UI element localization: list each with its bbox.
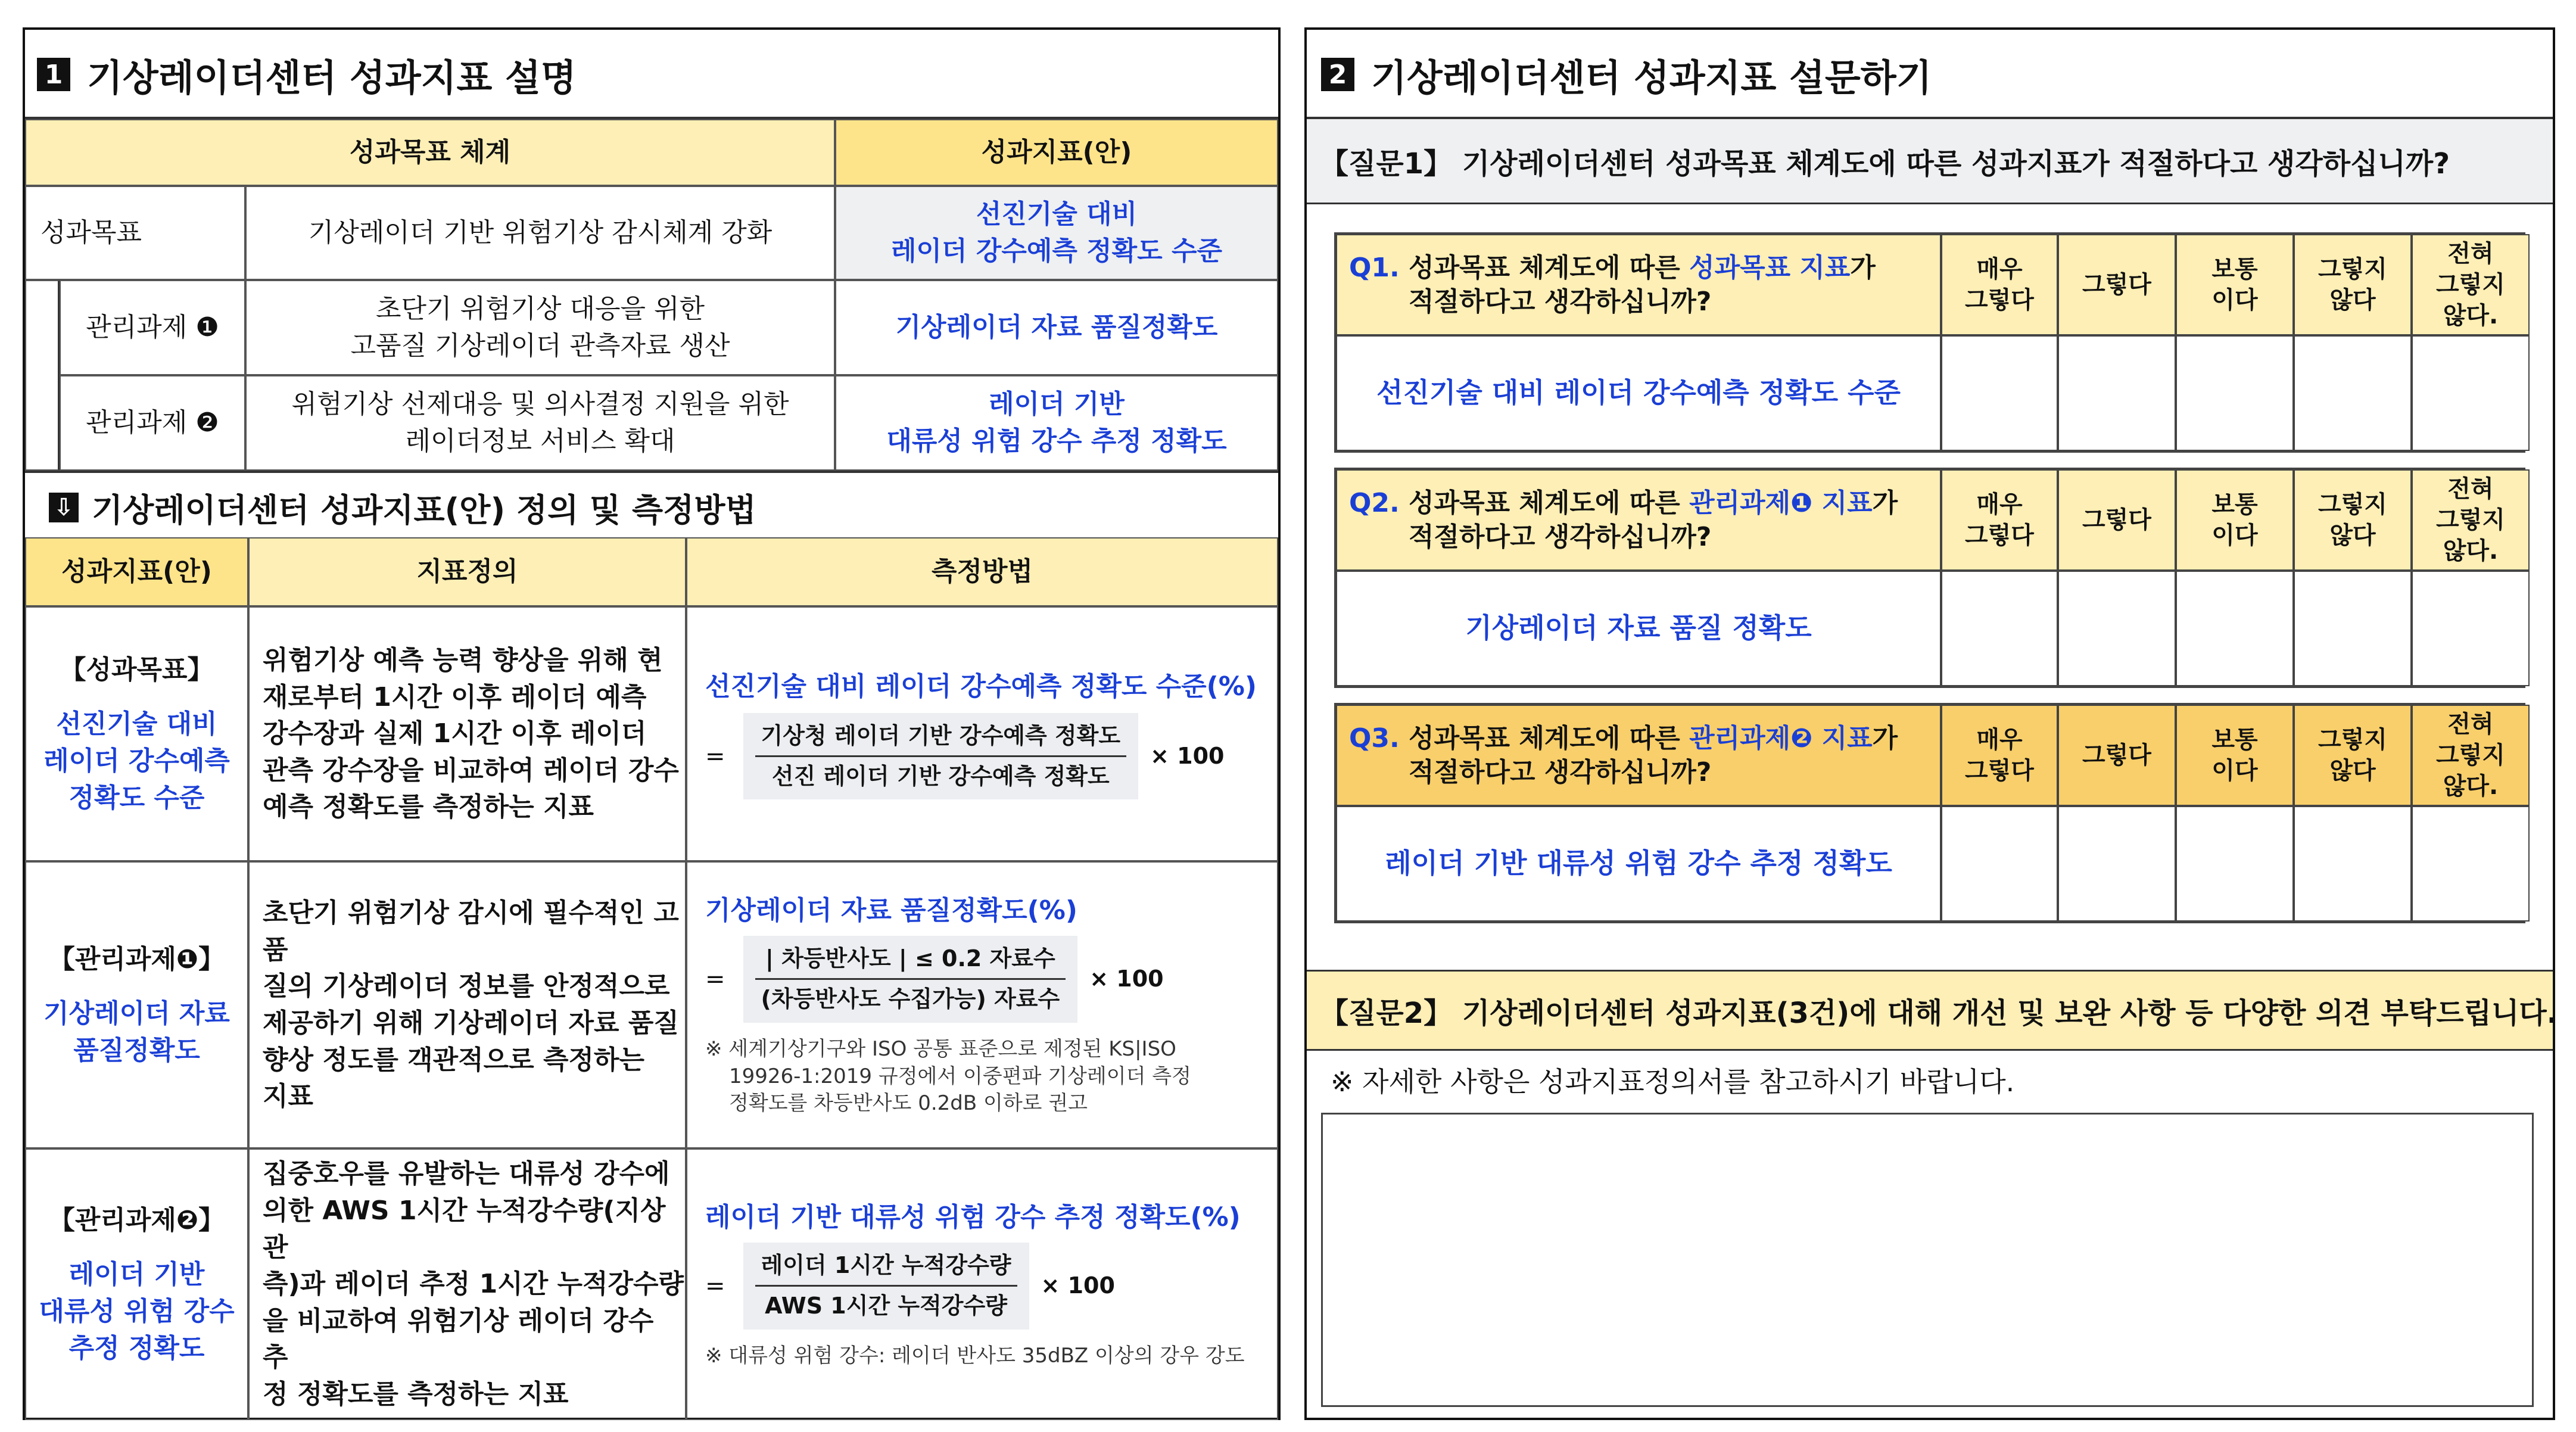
denominator: 선진 레이더 기반 강수예측 정확도 xyxy=(771,763,1110,790)
scale-label-line: 매우 xyxy=(1976,491,2023,518)
scale-label-line: 매우 xyxy=(1976,256,2023,283)
scale-label-line: 보통 xyxy=(2211,491,2258,518)
desc-line: 위험기상 선제대응 및 의사결정 지원을 위한 xyxy=(291,389,789,420)
def3-note xyxy=(705,1343,1245,1370)
def-line: 제공하기 위해 기상레이더 자료 품질 xyxy=(263,1008,679,1038)
multiplier: × 100 xyxy=(1041,1272,1115,1299)
survey-question-q2 xyxy=(1334,468,2525,688)
scale-label-line: 이다 xyxy=(2211,757,2258,785)
question-line2: 적절하다고 생각하십니까? xyxy=(1409,287,1712,317)
opinion-textarea[interactable] xyxy=(1321,1113,2534,1407)
scale-label-line: 않다 xyxy=(2329,287,2376,314)
survey-question-q3 xyxy=(1334,703,2525,923)
scale-label-line: 전혀 xyxy=(2447,475,2494,503)
scale-label-line: 그렇지 xyxy=(2436,271,2505,298)
left-panel xyxy=(23,27,1281,1420)
equals-sign: = xyxy=(705,1272,725,1300)
def-line: 측)과 레이더 추정 1시간 누적강수량 xyxy=(263,1269,684,1300)
scale-header-5 xyxy=(2412,234,2530,335)
def-name-line: 추정 정확도 xyxy=(68,1333,205,1363)
question-highlight: 관리과제❷ 지표 xyxy=(1689,723,1873,754)
rating-option-q1-3[interactable] xyxy=(2176,335,2294,451)
scale-header-4 xyxy=(2294,705,2412,806)
indicator-line: 선진기술 대비 xyxy=(976,199,1138,230)
question-code: Q3. xyxy=(1349,723,1400,754)
scale-header-1 xyxy=(1941,705,2058,806)
def-tag: 【관리과제❷】 xyxy=(48,1204,225,1235)
row-indent xyxy=(25,280,60,471)
numerator: 기상청 레이더 기반 강수예측 정확도 xyxy=(755,717,1127,757)
def-line: 의한 AWS 1시간 누적강수량(지상관 xyxy=(263,1196,666,1263)
def-line: 초단기 위험기상 감시에 필수적인 고품 xyxy=(263,898,679,965)
def-name-line: 레이더 강수예측 xyxy=(43,746,230,776)
formula xyxy=(705,936,1164,1022)
question-post: 가 xyxy=(1872,723,1898,754)
formula-title: 선진기술 대비 레이더 강수예측 정확도 수준(%) xyxy=(705,671,1257,702)
row-indicator-goal xyxy=(835,186,1278,280)
scale-header-2 xyxy=(2058,469,2176,571)
scale-label-line: 않다 xyxy=(2329,757,2376,785)
scale-label-line: 이다 xyxy=(2211,522,2258,549)
question-post: 가 xyxy=(1850,252,1876,283)
rating-option-q1-5[interactable] xyxy=(2412,335,2530,451)
scale-header-5 xyxy=(2412,705,2530,806)
def-name-line: 선진기술 대비 xyxy=(56,709,217,740)
def1-name xyxy=(25,606,248,861)
multiplier: × 100 xyxy=(1089,966,1164,992)
scale-label-line: 그렇다 xyxy=(2082,506,2151,534)
def3-name xyxy=(25,1148,248,1420)
def-line: 지표 xyxy=(263,1081,314,1112)
scale-label-line: 그렇다 xyxy=(2082,271,2151,298)
scale-header-2 xyxy=(2058,234,2176,335)
scale-header-1 xyxy=(1941,234,2058,335)
left-title-text: 기상레이더센터 성과지표 설명 xyxy=(87,55,577,99)
scale-label-line: 그렇지 xyxy=(2318,491,2387,518)
header-system: 성과목표 체계 xyxy=(25,119,835,186)
def-header-indicator: 성과지표(안) xyxy=(25,537,248,606)
question-pre: 성과목표 체계도에 따른 xyxy=(1409,252,1690,283)
rating-option-q2-5[interactable] xyxy=(2412,571,2530,686)
scale-label-line: 보통 xyxy=(2211,256,2258,283)
rating-option-q2-4[interactable] xyxy=(2294,571,2412,686)
indicator-line: 레이더 기반 xyxy=(989,389,1125,420)
row-indicator-task2 xyxy=(835,375,1278,471)
scale-header-3 xyxy=(2176,469,2294,571)
section-number-badge: 1 xyxy=(37,58,70,91)
def-line: 집중호우를 유발하는 대류성 강수에 xyxy=(263,1159,670,1190)
rating-option-q2-2[interactable] xyxy=(2058,571,2176,686)
denominator: AWS 1시간 누적강수량 xyxy=(765,1293,1007,1319)
def-tag: 【관리과제❶】 xyxy=(48,944,225,975)
scale-label-line: 그렇지 xyxy=(2436,742,2505,769)
def2-method xyxy=(686,861,1278,1148)
scale-header-5 xyxy=(2412,469,2530,571)
def3-method xyxy=(686,1148,1278,1420)
def-line: 강수장과 실제 1시간 이후 레이더 xyxy=(263,718,647,749)
def-header-definition: 지표정의 xyxy=(248,537,686,606)
survey-question-q1 xyxy=(1334,232,2525,453)
rating-option-q3-2[interactable] xyxy=(2058,806,2176,922)
section-number-badge: 2 xyxy=(1321,58,1354,91)
scale-label-line: 보통 xyxy=(2211,726,2258,754)
question-indicator-answer: 기상레이더 자료 품질 정확도 xyxy=(1336,571,1941,686)
row-label-goal: 성과목표 xyxy=(25,186,245,280)
scale-label-line: 그렇지 xyxy=(2318,726,2387,754)
scale-header-3 xyxy=(2176,234,2294,335)
question-indicator-answer: 레이더 기반 대류성 위험 강수 추정 정확도 xyxy=(1336,806,1941,922)
rating-option-q2-1[interactable] xyxy=(1941,571,2058,686)
rating-option-q1-4[interactable] xyxy=(2294,335,2412,451)
scale-label-line: 그렇다 xyxy=(2082,742,2151,769)
question2-header: 【질문2】 기상레이더센터 성과지표(3건)에 대해 개선 및 보완 사항 등 다양한 의견 부탁드립니다. xyxy=(1307,972,2553,1049)
def2-definition xyxy=(248,861,686,1148)
header-indicator: 성과지표(안) xyxy=(835,119,1278,186)
question-pre: 성과목표 체계도에 따른 xyxy=(1409,723,1690,754)
formula-title: 기상레이더 자료 품질정확도(%) xyxy=(705,895,1077,926)
scale-label-line: 않다. xyxy=(2443,773,2499,800)
scale-label-line: 그렇다 xyxy=(1965,757,2034,785)
question-highlight: 관리과제❶ 지표 xyxy=(1689,487,1873,518)
def1-definition xyxy=(248,606,686,861)
question-text xyxy=(1336,469,1941,571)
equals-sign: = xyxy=(705,965,725,993)
def-tag: 【성과목표】 xyxy=(60,654,214,685)
row-desc-task1 xyxy=(245,280,835,375)
question-text xyxy=(1336,234,1941,335)
scale-label-line: 그렇지 xyxy=(2436,506,2505,534)
desc-line: 초단기 위험기상 대응을 위한 xyxy=(375,294,705,325)
def-line: 재로부터 1시간 이후 레이더 예측 xyxy=(263,681,647,712)
def-name-line: 대류성 위험 강수 xyxy=(39,1296,235,1327)
question-code: Q2. xyxy=(1349,487,1400,518)
def2-name xyxy=(25,861,248,1148)
scale-header-1 xyxy=(1941,469,2058,571)
question-post: 가 xyxy=(1872,487,1898,518)
note-line: 정확도를 차등반사도 0.2dB 이하로 권고 xyxy=(729,1091,1088,1116)
scale-label-line: 그렇지 xyxy=(2318,256,2387,283)
scale-label-line: 이다 xyxy=(2211,287,2258,314)
right-panel-title xyxy=(1321,42,1932,107)
down-arrow-icon: ⇩ xyxy=(49,493,79,522)
scale-header-4 xyxy=(2294,234,2412,335)
rating-option-q1-1[interactable] xyxy=(1941,335,2058,451)
rating-option-q1-2[interactable] xyxy=(2058,335,2176,451)
equals-sign: = xyxy=(705,742,725,770)
question-line2: 적절하다고 생각하십니까? xyxy=(1409,522,1712,552)
indicator-line: 레이더 강수예측 정확도 수준 xyxy=(890,236,1222,266)
scale-label-line: 전혀 xyxy=(2447,240,2494,267)
reference-note: ※ 자세한 사항은 성과지표정의서를 참고하시기 바랍니다. xyxy=(1331,1066,2015,1098)
def-line: 예측 정확도를 측정하는 지표 xyxy=(263,792,594,823)
row-desc-task2 xyxy=(245,375,835,471)
desc-line: 고품질 기상레이더 관측자료 생산 xyxy=(350,331,730,361)
scale-header-4 xyxy=(2294,469,2412,571)
def-name-line: 품질정확도 xyxy=(73,1035,200,1066)
question-code: Q1. xyxy=(1349,252,1400,283)
note-line: 19926-1:2019 규정에서 이중편파 기상레이더 측정 xyxy=(729,1064,1191,1088)
rating-option-q2-3[interactable] xyxy=(2176,571,2294,686)
def1-method xyxy=(686,606,1278,861)
scale-header-3 xyxy=(2176,705,2294,806)
section2-title xyxy=(49,478,756,537)
section2-title-text: 기상레이더센터 성과지표(안) 정의 및 측정방법 xyxy=(92,491,756,529)
row-desc-goal: 기상레이더 기반 위험기상 감시체계 강화 xyxy=(245,186,835,280)
def-line: 관측 강수장을 비교하여 레이더 강수 xyxy=(263,755,679,786)
denominator: (차등반사도 수집가능) 자료수 xyxy=(761,986,1060,1013)
formula-title: 레이더 기반 대류성 위험 강수 추정 정확도(%) xyxy=(705,1201,1241,1232)
question1-header: 【질문1】 기상레이더센터 성과목표 체계도에 따른 성과지표가 적절하다고 생각하십니까? xyxy=(1307,119,2553,203)
row-indicator-task1: 기상레이더 자료 품질정확도 xyxy=(835,280,1278,375)
def-line: 향상 정도를 객관적으로 측정하는 xyxy=(263,1044,645,1075)
scale-label-line: 않다. xyxy=(2443,302,2499,329)
left-panel-title xyxy=(37,42,577,107)
scale-label-line: 전혀 xyxy=(2447,711,2494,738)
def-line: 위험기상 예측 능력 향상을 위해 현 xyxy=(263,645,663,676)
indicator-line: 대류성 위험 강수 추정 정확도 xyxy=(886,426,1227,456)
row-label-task1: 관리과제 ❶ xyxy=(60,280,245,375)
def-line: 정 정확도를 측정하는 지표 xyxy=(263,1378,569,1409)
desc-line: 레이더정보 서비스 확대 xyxy=(405,426,675,456)
note-line: ※ 대류성 위험 강수: 레이더 반사도 35dBZ 이상의 강우 강도 xyxy=(705,1343,1245,1368)
def2-note xyxy=(705,1036,1191,1118)
multiplier: × 100 xyxy=(1150,743,1225,770)
question-line2: 적절하다고 생각하십니까? xyxy=(1409,757,1712,787)
question-pre: 성과목표 체계도에 따른 xyxy=(1409,487,1690,518)
question-text xyxy=(1336,705,1941,806)
scale-label-line: 그렇다 xyxy=(1965,287,2034,314)
row-label-task2: 관리과제 ❷ xyxy=(60,375,245,471)
scale-label-line: 매우 xyxy=(1976,726,2023,754)
question-highlight: 성과목표 지표 xyxy=(1689,252,1851,283)
rating-option-q3-4[interactable] xyxy=(2294,806,2412,922)
def-name-line: 기상레이더 자료 xyxy=(43,998,230,1029)
def-header-method: 측정방법 xyxy=(686,537,1278,606)
scale-label-line: 않다 xyxy=(2329,522,2376,549)
def-line: 을 비교하여 위험기상 레이더 강수 추 xyxy=(263,1305,654,1373)
formula xyxy=(705,713,1224,799)
scale-label-line: 않다. xyxy=(2443,537,2499,565)
formula xyxy=(705,1243,1115,1329)
right-panel xyxy=(1304,27,2558,1420)
rating-option-q3-1[interactable] xyxy=(1941,806,2058,922)
def-name-line: 정확도 수준 xyxy=(68,782,205,813)
def-name-line: 레이더 기반 xyxy=(68,1259,205,1290)
scale-label-line: 그렇다 xyxy=(1965,522,2034,549)
numerator: | 차등반사도 | ≤ 0.2 자료수 xyxy=(755,939,1066,980)
def3-definition xyxy=(248,1148,686,1420)
rating-option-q3-5[interactable] xyxy=(2412,806,2530,922)
numerator: 레이더 1시간 누적강수량 xyxy=(755,1246,1017,1287)
scale-header-2 xyxy=(2058,705,2176,806)
rating-option-q3-3[interactable] xyxy=(2176,806,2294,922)
note-line: ※ 세계기상기구와 ISO 공통 표준으로 제정된 KS|ISO xyxy=(705,1036,1176,1061)
right-title-text: 기상레이더센터 성과지표 설문하기 xyxy=(1371,55,1932,99)
def-line: 질의 기상레이더 정보를 안정적으로 xyxy=(263,971,670,1002)
question-indicator-answer: 선진기술 대비 레이더 강수예측 정확도 수준 xyxy=(1336,335,1941,451)
